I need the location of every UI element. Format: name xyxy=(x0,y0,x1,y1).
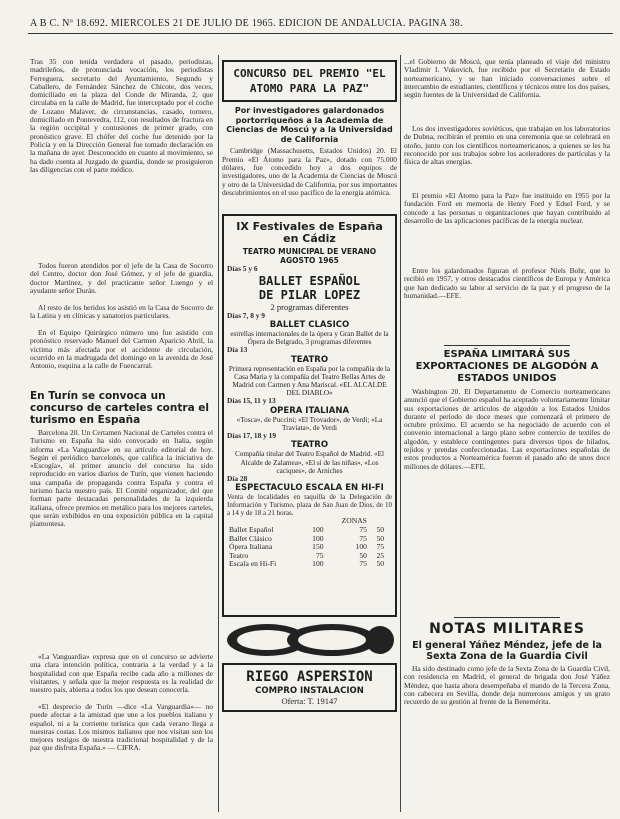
riego-subtitle: COMPRO INSTALACION xyxy=(255,686,364,697)
festival-ad-box xyxy=(222,214,397,617)
prices-value-cell: 75 xyxy=(376,542,385,552)
prices-label-cell: Ballet Clásico xyxy=(229,533,272,543)
prices-value-cell: 50 xyxy=(376,524,385,534)
riego-ad-box xyxy=(222,663,397,712)
article-paragraph: «El desprecio de Turín —dice «La Vanguardia»— no puede afectar a la amistad que une a los pueblos italiano y español, ni a la corriente turística que cada verano llega a nuestras costas. Los mismos italianos que nos visitan son los mejores testigos de nuestra tradicional hospitalidad y de la paz que disfruta España.» — CIFRA. xyxy=(30,703,213,753)
article-paragraph: El premio «El Átomo para la Paz» fue instituido en 1955 por la fundación Ford en memoria de Henry Ford y Edsel Ford, y se concede a las personas u organizaciones que hayan contribuido al desarrollo de las aplicaciones pacíficas de la energía nuclear. xyxy=(404,192,610,225)
prices-label-cell: Teatro xyxy=(229,550,249,560)
prices-label-cell: Ballet Español xyxy=(229,524,274,534)
article-paragraph: Barcelona 20. Un Certamen Nacional de Carteles contra el Turismo en España ha sido convocado en Italia, según informa «La Vanguardia» en su artículo editorial de hoy. Según el periódico barcelonés, que califica la iniciativa de «Escogía», el primer anuncio del concurso ha sido reproducido en varios diarios de Turín, que vienen haciendo una campaña de propaganda contra España y contra el turismo hacia nuestro país. El Comité organizador, del que forman parte destacadas personalidades de la izquierda italiana, ofrece premios en metálico para los mejores carteles, que serán exhibidos en una exposición pública en la capital piamontesa. xyxy=(30,429,213,529)
day-label: Día 13 xyxy=(227,345,248,355)
stamp-graphic-box xyxy=(222,621,397,659)
day-label: Días 15, 11 y 13 xyxy=(227,396,276,406)
column-divider-left xyxy=(218,55,219,812)
notas-subhead: El general Yáñez Méndez, jefe de la Sexta Zona de la Guardia Civil xyxy=(412,640,602,662)
article-paragraph: Tras 35 con tenida verdadera el pasado, periodistas, madrileños, de pronunciada vocación, los periodistas Ferreguera, secretario del Ayuntamiento, Segundo y Caballero, de Fernández Sánchez de Chicote, dos veces, domiciliado en la plaza del Conde de Miranda, 2, que circulaba en la calle de Madrid, fue interceptado por el coche de Lozano Malaver, de circunstancias, casado, tornero, domiciliado en Pontevedra, 112, con resultados de fractura en la región occipital y contusiones de primer grado, con pronóstico grave. El chófer del coche fue detenido por la Policía y en la Dirección General fue tomado declaración en la mañana de ayer. Desconocido en cuanto al movimiento, se ha dado cuenta al Juzgado de guardia, donde se prosiguieron las diligencias con el parte médico. xyxy=(30,58,213,174)
prices-table xyxy=(227,517,392,569)
premio-title-line-1: CONCURSO DEL PREMIO "EL xyxy=(233,67,386,80)
prices-value-cell: 75 xyxy=(359,559,367,569)
prices-value-cell: 50 xyxy=(376,559,385,569)
premio-headline: Por investigadores galardonados portorriqueños a la Academia de Ciencias de Moscú y a la Universidad de California xyxy=(226,106,393,144)
prices-value-cell: 100 xyxy=(312,533,324,543)
premio-title-line-2: ATOMO PARA LA PAZ" xyxy=(249,82,370,95)
prices-value-cell: 100 xyxy=(355,542,367,552)
premio-paragraph: Cambridge (Massachusetts, Estados Unidos) 20. El Premio «El Átomo para la Paz», dotado con 75.000 dólares, fue concedido hoy a dos equipos de investigadores, uno de la Academia de Ciencias de Moscú y otro de la Universidad de California, por sus importantes descubrimientos en el uso pacífico de la energía atómica. xyxy=(222,147,397,197)
page-header: A B C. Nº 18.692. MIERCOLES 21 DE JULIO DE 1965. EDICION DE ANDALUCIA. PAGINA 38. xyxy=(30,18,463,29)
teatro-2-label: TEATRO xyxy=(290,440,329,451)
festival-venue: TEATRO MUNICIPAL DE VERANO xyxy=(242,247,377,257)
prices-value-cell: 100 xyxy=(312,524,324,534)
festival-title: IX Festivales de España en Cádiz xyxy=(236,220,383,246)
prices-value-cell: 100 xyxy=(312,559,324,569)
teatro-2-desc: Compañía titular del Teatro Español de Madrid. «El Alcalde de Zalamea», «El sí de las niñas», «Los caciques», de Arniches xyxy=(234,450,385,475)
notas-headline: NOTAS MILITARES xyxy=(429,621,585,637)
venta-text: Venta de localidades en taquilla de la Delegación de Información y Turismo, plaza de San Juan de Dios, de 10 a 14 y de 18 a 21 horas. xyxy=(227,493,392,518)
prices-value-cell: 150 xyxy=(312,542,324,552)
article-paragraph: Ha sido destinado como jefe de la Sexta Zona de la Guardia Civil, con residencia en Madrid, el general de brigada don José Yáñez Méndez, que hasta ahora desempeñaba el mando de la Tercera Zona, con cabecera en Sevilla, donde deja numerosos amigos y un grato recuerdo de su gestión al frente de la Benemérita. xyxy=(404,665,610,707)
day-label: Días 5 y 6 xyxy=(227,264,258,274)
espectaculo-title: ESPECTACULO ESCALA EN HI-FI xyxy=(235,483,384,494)
prices-value-cell: 25 xyxy=(376,550,385,560)
section-separator xyxy=(444,345,570,346)
article-paragraph: Todos fueron atendidos por el jefe de la Casa de Socorro del Centro, doctor don José Gómez, y el jefe de guardia, doctor Martínez, y del practicante señor Luengo y el ayudante señor Durán. xyxy=(30,262,213,295)
riego-contact: Oferta: T. 19147 xyxy=(281,696,338,707)
ballet-desc: estrellas internacionales de la ópera y Gran Ballet de la Ópera de Belgrado, 3 programas diferentes xyxy=(230,329,389,347)
prices-value-cell: 50 xyxy=(359,550,367,560)
article-paragraph: «La Vanguardia» expresa que en el concurso se advierte una clara intención política, contraria a la verdad y a la hospitalidad con que España recibe cada año a millones de visitantes, y señala que la mejor respuesta es la realidad de nuestro país, abierta a todos los que desean conocerla. xyxy=(30,653,213,695)
prices-header-cell xyxy=(386,517,392,526)
day-label: Día 28 xyxy=(227,474,248,484)
prices-value-cell: 75 xyxy=(359,524,367,534)
premio-ad-box xyxy=(222,60,397,102)
header-rule xyxy=(28,33,613,34)
programs-note: 2 programas diferentes xyxy=(270,301,349,312)
teatro-desc: Primera representación en España por la compañía de la Casa Maria y la compañía del Teatro Bellas Artes de Madrid con Carmen y Ana Mariscal. «EL ALCALDE DEL DIABLO» xyxy=(228,364,391,398)
opera-title: OPERA ITALIANA xyxy=(269,405,350,416)
prices-row xyxy=(227,560,392,569)
article-paragraph: En el Equipo Quirúrgico número uno fue asistido con pronóstico reservado Manuel del Carmen Aparicio Abril, la víctima más afectada por el accidente de circulación, ocurrido en la madrugada del domingo en la avenida de José Antonio, esquina a la calle de Fuencarral. xyxy=(30,329,213,371)
article-paragraph: Al resto de los heridos los asistió en la Casa de Socorro de la Latina y en clínicas y sanatorios particulares. xyxy=(30,304,213,321)
prices-header-cell: ZONAS xyxy=(341,516,367,526)
right-column xyxy=(404,58,610,818)
middle-column xyxy=(222,58,397,818)
teatro-label: TEATRO xyxy=(290,354,329,365)
article-paragraph: ...el Gobierno de Moscú, que tenía planeado el viaje del ministro Vladimir I. Vukovich, fue recibido por el Secretario de Estado norteamericano, y se han iniciado conversaciones sobre el intercambio de estudiantes, científicos y técnicos entre los dos países, según fuentes de la Universidad de California. xyxy=(404,58,610,100)
prices-row xyxy=(227,543,392,552)
decorative-banner-graphic xyxy=(222,621,397,659)
opera-desc: «Tosca», de Puccini; «El Trovador», de Verdi; «La Traviata», de Verdi xyxy=(236,415,383,432)
company-name-2: DE PILAR LOPEZ xyxy=(258,287,361,302)
festival-month: AGOSTO 1965 xyxy=(280,256,339,266)
left-column xyxy=(30,58,213,818)
section-separator xyxy=(454,617,560,618)
column-divider-right xyxy=(400,55,401,812)
turin-headline: En Turín se convoca un concurso de carteles contra el turismo en España xyxy=(30,390,210,426)
article-paragraph: Washington 20. El Departamento de Comercio norteamericano anunció que el Gobierno español ha aceptado voluntariamente limitar sus exportaciones de artículos de algodón a los Estados Unidos durante el período de doce meses que comenzará el primero de octubre próximo. El acuerdo se ha negociado de acuerdo con el convenio internacional a largo plazo sobre comercio de textiles de algodón, y establece contingentes para diversos tipos de hilados, tejidos y prendas confeccionadas. Las exportaciones españolas de estos productos a Norteamérica fueron el pasado año de unos doce millones de dólares.—EFE. xyxy=(404,388,610,471)
algodon-headline: ESPAÑA LIMITARÁ SUS EXPORTACIONES DE ALGODÓN A ESTADOS UNIDOS xyxy=(415,349,599,384)
company-name: BALLET ESPAÑOL xyxy=(258,273,361,288)
prices-label-cell: Ópera Italiana xyxy=(229,542,273,552)
article-paragraph: Entre los galardonados figuran el profesor Niels Bohr, que lo recibió en 1957, y otros destacados científicos de Europa y América que han dedicado su labor al servicio de la paz y el progreso de la humanidad.—EFE. xyxy=(404,267,610,300)
article-paragraph: Los dos investigadores soviéticos, que trabajan en los laboratorios de Dubna, recibirán el premio en una ceremonia que se celebrará en otoño, junto con los científicos norteamericanos, a quienes se les ha reconocido por sus trabajos sobre los aceleradores de partículas y la física de altas energías. xyxy=(404,125,610,167)
prices-value-cell: 50 xyxy=(376,533,385,543)
prices-label-cell: Escala en Hi-Fi xyxy=(229,559,277,569)
ballet-title: BALLET CLASICO xyxy=(269,319,350,330)
riego-title: RIEGO ASPERSION xyxy=(246,669,373,686)
day-label: Días 17, 18 y 19 xyxy=(227,431,277,441)
prices-value-cell: 75 xyxy=(315,550,324,560)
day-label: Días 7, 8 y 9 xyxy=(227,310,265,320)
prices-value-cell: 75 xyxy=(359,533,367,543)
